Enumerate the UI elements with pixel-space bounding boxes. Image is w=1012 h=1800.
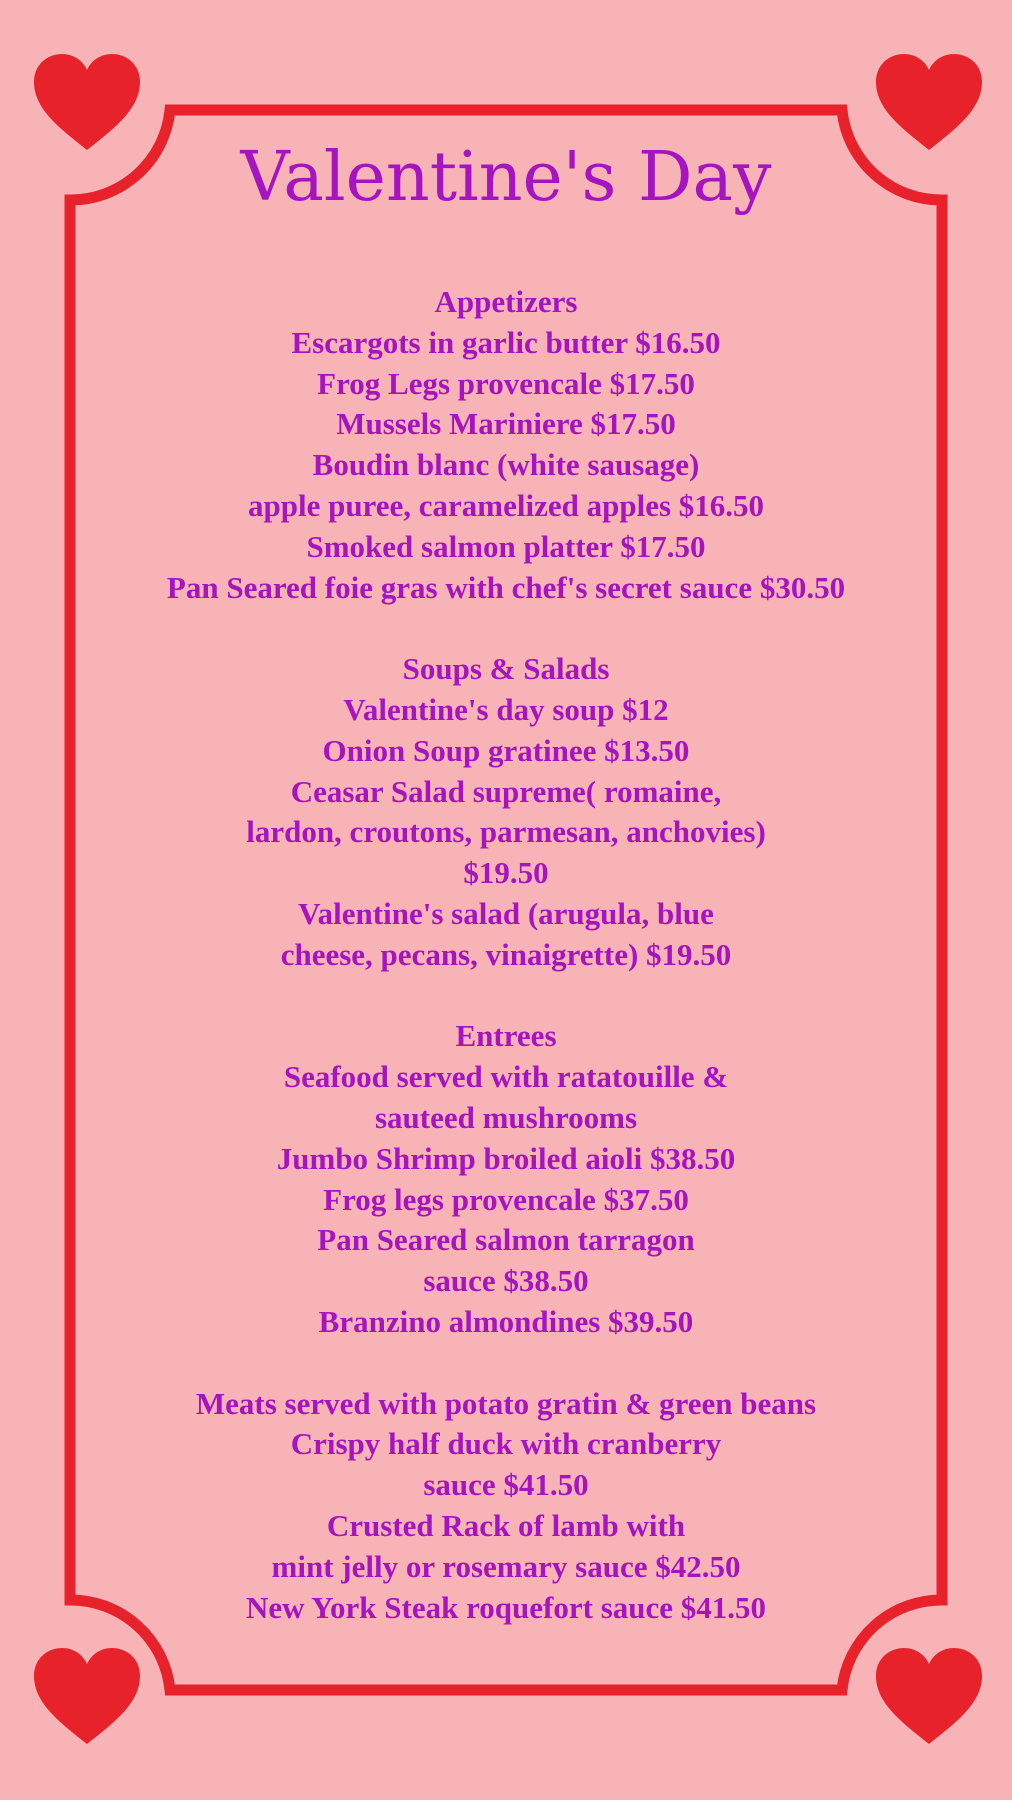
section-heading-entrees: Entrees [455, 1018, 557, 1054]
menu-line: Jumbo Shrimp broiled aioli $38.50 [276, 1140, 736, 1176]
section-heading-soups-salads: Soups & Salads [402, 651, 610, 687]
menu-line: Boudin blanc (white sausage) [312, 447, 700, 483]
menu-line: Frog Legs provencale $17.50 [317, 365, 695, 401]
menu-line: Pan Seared foie gras with chef's secret sauce $30.50 [166, 569, 846, 605]
menu-line: sauce $41.50 [423, 1467, 589, 1503]
menu-line: apple puree, caramelized apples $16.50 [247, 487, 765, 523]
menu-line: Smoked salmon platter $17.50 [306, 528, 706, 564]
heart-icon-bottom-left [32, 1646, 142, 1746]
menu-line: Valentine's salad (arugula, blue [298, 895, 714, 931]
menu-line: Ceasar Salad supreme( romaine, [290, 773, 722, 809]
menu-line: sauce $38.50 [423, 1263, 589, 1299]
section-heading-meats: Meats served with potato gratin & green beans [195, 1385, 817, 1421]
menu-line: Seafood served with ratatouille & [283, 1059, 729, 1095]
menu-line: sauteed mushrooms [374, 1099, 638, 1135]
menu-line: lardon, croutons, parmesan, anchovies) [246, 814, 766, 850]
menu-line: New York Steak roquefort sauce $41.50 [245, 1589, 767, 1625]
page-title: Valentine's Day [240, 138, 772, 217]
menu-body [90, 282, 922, 1628]
menu-line: Frog legs provencale $37.50 [323, 1181, 689, 1217]
menu-line: Onion Soup gratinee $13.50 [322, 732, 690, 768]
menu-line: Mussels Mariniere $17.50 [336, 406, 676, 442]
menu-line: cheese, pecans, vinaigrette) $19.50 [280, 936, 732, 972]
menu-section-appetizers [90, 282, 922, 608]
menu-line: Pan Seared salmon tarragon [317, 1222, 695, 1258]
menu-line: Crispy half duck with cranberry [290, 1426, 722, 1462]
menu-line: Valentine's day soup $12 [343, 691, 669, 727]
menu-line: Crusted Rack of lamb with [326, 1507, 686, 1543]
menu-line: Escargots in garlic butter $16.50 [291, 324, 721, 360]
menu-section-soups-salads [90, 649, 922, 975]
menu-line: mint jelly or rosemary sauce $42.50 [271, 1548, 741, 1584]
menu-line: Branzino almondines $39.50 [318, 1303, 694, 1339]
menu-section-entrees [90, 1016, 922, 1342]
menu-section-meats [90, 1384, 922, 1629]
heart-icon-top-right [874, 52, 984, 152]
heart-icon-top-left [32, 52, 142, 152]
menu-line: $19.50 [463, 855, 549, 891]
heart-icon-bottom-right [874, 1646, 984, 1746]
section-heading-appetizers: Appetizers [434, 284, 578, 319]
